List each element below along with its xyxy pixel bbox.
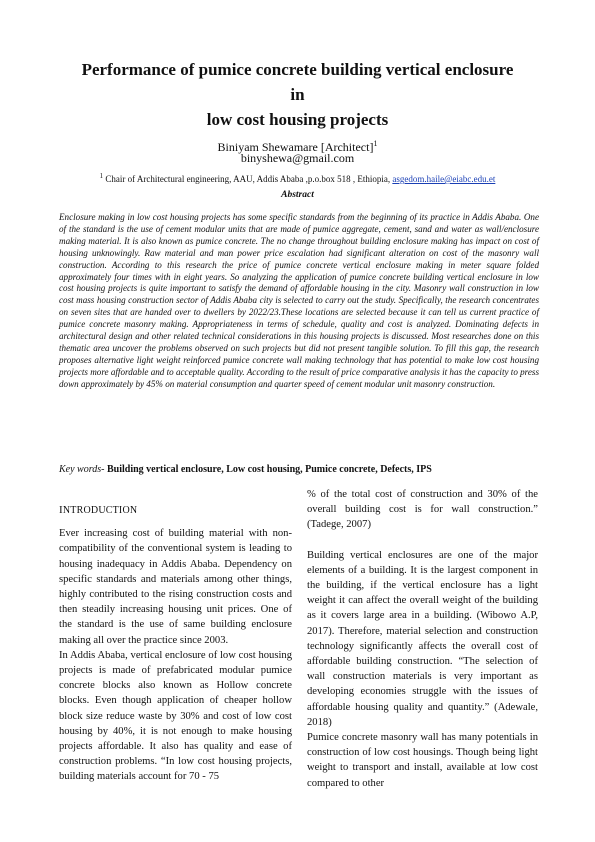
right-column: [307, 487, 538, 791]
introduction-heading-initial: I: [59, 504, 63, 516]
author-name-text: Biniyam Shewamare [Architect]: [217, 140, 374, 154]
affiliation-superscript: 1: [99, 172, 104, 180]
intro-paragraph-3: % of the total cost of construction and 30% of the overall building cost is for wall construction.” (Tadege, 2007): [307, 489, 538, 531]
affiliation-email-link[interactable]: asgedom.haile@eiabc.edu.et: [392, 174, 496, 184]
intro-paragraph-4: Building vertical enclosures are one of the major elements of a building. It is the largest component in the building, if the vertical enclosure has a light weight it can affect the overall weight of the building as it covers large area in a building. (Wibowo A.P, 2017). Therefore, material selection and construction technology significantly affects the overall cost of affordable building construction. “The selection of wall construction materials is very important as developing economies struggle with the issues of affordable housing quality and quantity.” (Adewale, 2018): [307, 549, 538, 728]
intro-paragraph-2: In Addis Ababa, vertical enclosure of low cost housing projects is made of prefabricated modular pumice concrete blocks also known as Hollow concrete blocks. Even though application of cheaper hollow block size reduce waste by 30% and cost of low cost housing by 40%, it is not enough to make housing projects affordable. It also has quality and ease of construction problems. “In low cost housing projects, building materials account for 70 - 75: [59, 649, 292, 783]
paper-title-line-2: in: [290, 85, 305, 104]
keywords-label: Key words-: [59, 464, 107, 475]
left-column: [59, 503, 292, 785]
author-email: binyshewa@gmail.com: [240, 151, 355, 165]
paper-title-line-1: Performance of pumice concrete building vertical enclosure: [81, 60, 514, 79]
intro-paragraph-5: Pumice concrete masonry wall has many potentials in construction of low cost housings. Though being light weight to transport and install, available at low cost compared to other: [307, 732, 538, 789]
keywords-value: Building vertical enclosure, Low cost housing, Pumice concrete, Defects, IPS: [106, 464, 432, 475]
introduction-heading-rest: NTRODUCTION: [62, 505, 138, 516]
introduction-heading: [59, 503, 292, 518]
abstract-body: Enclosure making in low cost housing projects has some specific standards from the beginning of its practice in Addis Ababa. One of the standard is the use of cement modular units that are made of pumice aggregate, cement, sand and water as wall/enclosure making material. It is also known as pumice concrete. The no change throughout building enclosure making has impact on cost of housing unknowingly. Raw material and man power price escalation had significant alteration on cost of the masonry wall construction. According to this research the price of pumice concrete vertical enclosure making in meter square folded approximately four times with in eight years. So analyzing the application of pumice concrete building vertical enclosure in low cost housing projects is quite important to satisfy the demand of affordable housing in the city. Masonry wall construction in low cost mass housing construction sector of Addis Ababa city is selected to carry out the study. Specifically, the research concentrates on seven sites that are handed over to dwellers by 2022/23.These locations are selected because it can tell us current practice of pumice concrete masonry making. Appropriateness in terms of schedule, quality and cost is analyzed. Dominating defects in architectural design and other related technical considerations in this housing projects is discussed. Most researches done on this thematic area uncover the problems observed on such projects but did not present tangible solution. To fill this gap, the research proposes alternative light weight reinforced pumice concrete wall making technology that has potential to make low cost housing projects more affordable and to acceptable quality. According to the result of price comparative analysis it has the capacity to press down approximately by 45% on material consumption and quarter speed of cement modular unit masonry construction.: [59, 212, 539, 389]
affiliation-text: Chair of Architectural engineering, AAU, Addis Ababa ,p.o.box 518 , Ethiopia,: [103, 174, 393, 184]
intro-paragraph-1: Ever increasing cost of building material with non-compatibility of the conventional system is leading to housing inadequacy in Addis Ababa. Dependency on specific standards and materials among other things, highly contributed to the rising construction costs and then steadily increasing housing unit prices. One of the standard is the use of same building enclosure making all over the practice since 2003.: [59, 528, 292, 646]
abstract-heading: Abstract: [281, 190, 314, 200]
affiliation: [40, 170, 555, 185]
paragraph-gap: [307, 533, 538, 548]
paper-title-line-3: low cost housing projects: [206, 110, 389, 129]
keywords: [59, 463, 539, 476]
author-superscript: 1: [373, 139, 378, 148]
